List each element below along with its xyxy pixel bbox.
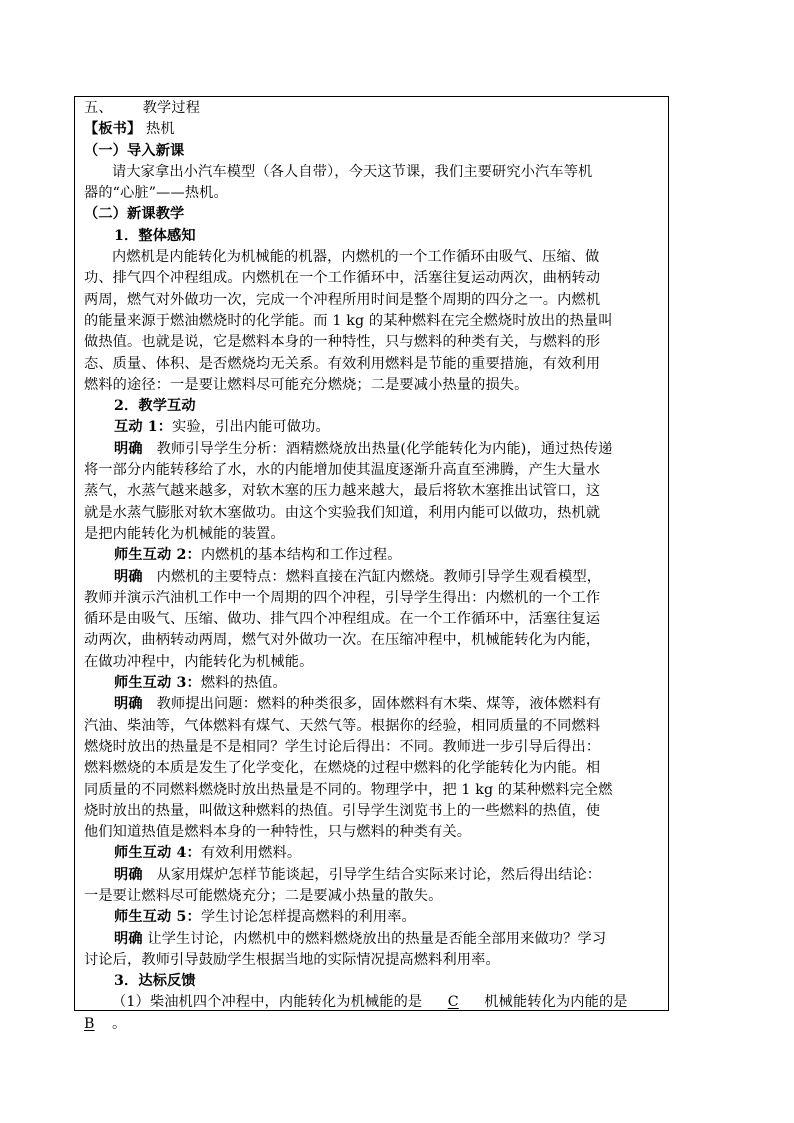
- interaction-4-title: 师生互动 4：有效利用燃料。: [114, 845, 302, 862]
- clarify-line: 明确 教师提出问题：燃料的种类很多，固体燃料有木柴、煤等，液体燃料有: [114, 696, 602, 713]
- paragraph-line: 两周，燃气对外做功一次，完成一个冲程所用时间是整个周期的四分之一。内燃机: [84, 291, 601, 308]
- paragraph-line: 内燃机是内能转化为机械能的机器，内燃机的一个工作循环由吸气、压缩、做: [112, 249, 600, 266]
- paragraph-line: 汽油、柴油等，气体燃料有煤气、天然气等。根据你的经验，相同质量的不同燃料: [84, 717, 601, 734]
- document-body: [84, 98, 662, 1035]
- paragraph-line: 烧时放出的热量，叫做这种燃料的热值。引导学生浏览书上的一些燃料的热值，使: [84, 802, 601, 819]
- sub1-heading: 1．整体感知: [114, 227, 196, 244]
- blackboard-label: 【板书】: [84, 121, 142, 138]
- paragraph-line: 功、排气四个冲程组成。内燃机在一个工作循环中，活塞往复运动两次，曲柄转动: [84, 270, 601, 287]
- paragraph-line: 循环是由吸气、压缩、做功、排气四个冲程组成。在一个工作循环中，活塞往复运: [84, 611, 601, 628]
- blackboard-text: 热机: [146, 121, 175, 138]
- paragraph-line: 燃料的途径：一是要让燃料尽可能充分燃烧；二是要减小热量的损失。: [84, 376, 529, 393]
- paragraph-line: 做热值。也就是说，它是燃料本身的一种特性，只与燃料的种类有关，与燃料的形: [84, 334, 601, 351]
- answer-blank-2: B: [84, 1015, 95, 1032]
- interaction-1-title: 互动 1：实验，引出内能可做功。: [114, 419, 330, 436]
- part2-heading: （二）新课教学: [84, 206, 185, 223]
- interaction-5-title: 师生互动 5：学生讨论怎样提高燃料的利用率。: [114, 909, 416, 926]
- paragraph-line: 他们知道热值是燃料本身的一种特性，只与燃料的种类有关。: [84, 824, 472, 841]
- sub2-heading: 2．教学互动: [114, 398, 196, 415]
- paragraph-line: 器的“心脏”——热机。: [84, 185, 228, 202]
- paragraph-line: 请大家拿出小汽车模型（各人自带），今天这节课，我们主要研究小汽车等机: [112, 163, 593, 180]
- clarify-line: 明确 教师引导学生分析：酒精燃烧放出热量(化学能转化为内能)，通过热传递: [114, 440, 613, 457]
- paragraph-line: 蒸气，水蒸气越来越多，对软木塞的压力越来越大，最后将软木塞推出试管口，这: [84, 483, 601, 500]
- question-1-continued: B 。: [84, 1014, 662, 1035]
- blackboard-line: [84, 119, 662, 140]
- paragraph-line: 的能量来源于燃油燃烧时的化学能。而 1 kg 的某种燃料在完全燃烧时放出的热量叫: [84, 312, 613, 329]
- paragraph-line: 态、质量、体积、是否燃烧均无关系。有效利用燃料是节能的重要措施，有效利用: [84, 355, 601, 372]
- paragraph-line: 是把内能转化为机械能的装置。: [84, 525, 285, 542]
- paragraph-line: 同质量的不同燃料燃烧时放出热量是不同的。物理学中，把 1 kg 的某种燃料完全燃: [84, 781, 613, 798]
- paragraph-line: 教师并演示汽油机工作中一个周期的四个冲程，引导学生得出：内燃机的一个工作: [84, 589, 601, 606]
- clarify-line: 明确 让学生讨论，内燃机中的燃料燃烧放出的热量是否能全部用来做功？学习: [114, 930, 607, 947]
- part1-heading: （一）导入新课: [84, 142, 185, 159]
- paragraph-line: 动两次，曲柄转动两周，燃气对外做功一次。在压缩冲程中，机械能转化为内能，: [84, 632, 601, 649]
- paragraph-line: 在做功冲程中，内能转化为机械能。: [84, 653, 314, 670]
- sub3-heading: 3．达标反馈: [114, 973, 196, 990]
- interaction-3-title: 师生互动 3：燃料的热值。: [114, 675, 287, 692]
- paragraph-line: 燃烧时放出的热量是不是相同？学生讨论后得出：不同。教师进一步引导后得出：: [84, 738, 601, 755]
- paragraph-line: 燃料燃烧的本质是发生了化学变化，在燃烧的过程中燃料的化学能转化为内能。相: [84, 760, 601, 777]
- paragraph-line: 将一部分内能转移给了水，水的内能增加使其温度逐渐升高直至沸腾，产生大量水: [84, 462, 601, 479]
- clarify-line: 明确 内燃机的主要特点：燃料直接在汽缸内燃烧。教师引导学生观看模型，: [114, 568, 602, 585]
- paragraph-line: 一是要让燃料尽可能燃烧充分；二是要减小热量的散失。: [84, 887, 443, 904]
- clarify-line: 明确 从家用煤炉怎样节能谈起，引导学生结合实际来讨论，然后得出结论：: [114, 866, 602, 883]
- question-1: （1）柴油机四个冲程中，内能转化为机械能的是 C 机械能转化为内能的是: [84, 992, 662, 1013]
- section-heading: 五、 教学过程: [84, 100, 201, 116]
- answer-blank-1: C: [447, 994, 459, 1011]
- paragraph-line: 讨论后，教师引导鼓励学生根据当地的实际情况提高燃料利用率。: [84, 951, 500, 968]
- paragraph-line: 就是水蒸气膨胀对软木塞做功。由这个实验我们知道，利用内能可以做功，热机就: [84, 504, 601, 521]
- interaction-2-title: 师生互动 2：内燃机的基本结构和工作过程。: [114, 547, 402, 564]
